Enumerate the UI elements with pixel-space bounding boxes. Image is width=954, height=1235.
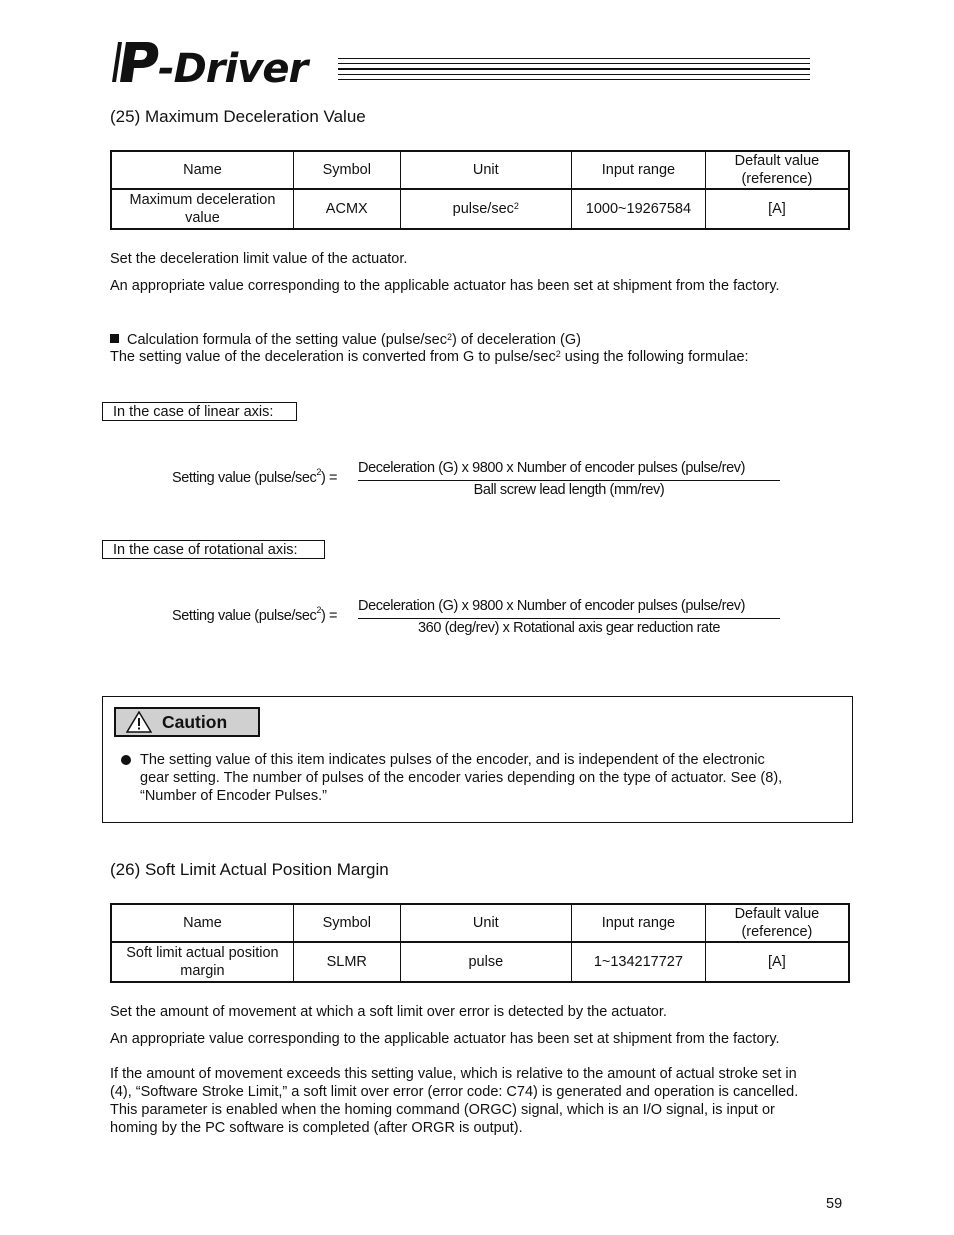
cell-default: [A] [705,942,849,982]
caution-label: Caution [162,711,228,732]
rotational-formula-numerator: Deceleration (G) x 9800 x Number of encoder pulses (pulse/rev) [358,598,746,614]
page-number: 59 [826,1196,843,1212]
linear-formula-numerator: Deceleration (G) x 9800 x Number of encoder pulses (pulse/rev) [358,460,746,476]
bullet-icon [121,755,131,765]
p-driver-logo-graphic [112,38,336,86]
cell-symbol: SLMR [293,942,400,982]
header-unit: Unit [400,151,571,189]
table-row [111,189,849,229]
linear-axis-label: In the case of linear axis: [102,402,297,421]
linear-formula-lhs: Setting value $(pulse/\sec^2)$ = [172,467,338,486]
cell-name: Soft limit actual position margin [111,942,293,982]
header-unit: Unit [400,904,571,942]
svg-text:-Driver: -Driver [158,46,308,86]
warning-triangle-icon [126,711,152,733]
calc-subheading: The setting value of the deceleration is converted from G to pulse/$\sec^2$ using the following formulae: [110,349,749,365]
table-row [111,942,849,982]
cell-input-range: 1000~19267584 [571,189,705,229]
section-25-table [110,150,850,230]
cell-default: [A] [705,189,849,229]
cell-unit: pulse/$\sec^2$ [400,189,571,229]
cell-input-range: 1~134217727 [571,942,705,982]
section-25-description: Set the deceleration limit value of the actuator. [110,251,408,267]
header-name: Name [111,904,293,942]
product-logo [112,38,336,86]
section-25-factory-note: An appropriate value corresponding to the applicable actuator has been set at shipment from the factory. [110,278,780,294]
section-26-factory-note: An appropriate value corresponding to the applicable actuator has been set at shipment from the factory. [110,1031,780,1047]
rotational-formula-fraction-bar [358,618,780,619]
header-default-value: Default value (reference) [705,904,849,942]
section-25-title: (25) Maximum Deceleration Value [110,107,366,126]
section-26-table [110,903,850,983]
table-header-row [111,151,849,189]
calc-heading: Calculation formula of the setting value $(pulse/\sec^2)$ of deceleration (G) [110,331,850,349]
caution-text: The setting value of this item indicates pulses of the encoder, and is independent of the electronic gear setting. The number of pulses of the encoder varies depending on the type of actuator. See (8), “Number of Encoder Pulses.” [140,752,783,804]
rotational-axis-label: In the case of rotational axis: [102,540,325,559]
header-input-range: Input range [571,151,705,189]
header-symbol: Symbol [293,151,400,189]
rotational-formula-lhs: Setting value $(pulse/\sec^2)$ = [172,605,338,624]
header-default-value: Default value (reference) [705,151,849,189]
table-header-row [111,904,849,942]
cell-symbol: ACMX [293,189,400,229]
header-rule [338,58,810,82]
linear-formula-fraction-bar [358,480,780,481]
section-26-title: (26) Soft Limit Actual Position Margin [110,860,389,879]
header-input-range: Input range [571,904,705,942]
cell-name: Maximum deceleration value [111,189,293,229]
header-name: Name [111,151,293,189]
rotational-formula-denominator: 360 (deg/rev) x Rotational axis gear reduction rate [418,620,720,636]
cell-unit: pulse [400,942,571,982]
section-26-description: Set the amount of movement at which a soft limit over error is detected by the actuator. [110,1004,667,1020]
header-symbol: Symbol [293,904,400,942]
caution-header [114,707,260,737]
section-26-detail: If the amount of movement exceeds this setting value, which is relative to the amount of actual stroke set in (4), “Software Stroke Limit,” a soft limit over error (error code: C74) is generated and operation is cancelled. This parameter is enabled when the homing command (ORGC) signal, which is an I/O signal, is input or homing by the PC software is completed (after ORGR is output). [110,1066,799,1136]
linear-formula-denominator: Ball screw lead length (mm/rev) [473,482,665,498]
square-bullet-icon [110,334,119,343]
